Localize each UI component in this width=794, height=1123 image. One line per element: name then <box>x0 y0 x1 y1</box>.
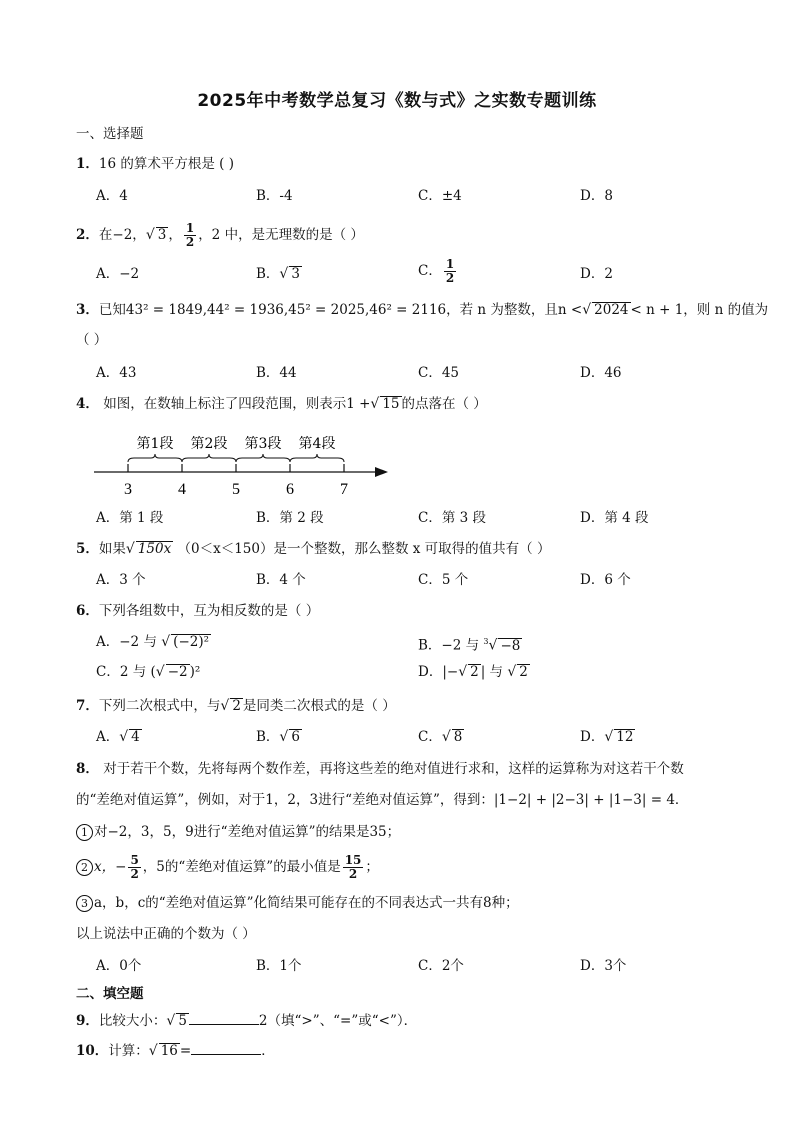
question-6 <box>76 601 319 621</box>
question-text: 比较大小： <box>98 1013 167 1029</box>
question-number: 4． <box>76 396 99 412</box>
q5-option-b: B．4 个 <box>256 572 306 588</box>
tick-label: 5 <box>232 481 240 498</box>
sqrt-sign: √ <box>370 396 380 412</box>
question-text: ，2 中，是无理数的是（ ） <box>198 227 364 243</box>
statement-text: 对−2，3，5，9进行“差绝对值运算”的结果是35； <box>94 824 401 840</box>
segment-label: 第2段 <box>190 436 228 452</box>
option-label: C．2 与 ( <box>96 664 156 680</box>
question-number: 8． <box>76 761 99 777</box>
question-number: 9． <box>76 1013 99 1029</box>
q4-option-d: D．第 4 段 <box>580 510 649 526</box>
radicand: −8 <box>500 637 521 654</box>
question-text: 如图，在数轴上标注了四段范围，则表示1 + <box>98 396 371 412</box>
numerator: 15 <box>344 853 362 867</box>
question-8-line2: 的“差绝对值运算”，例如，对于1，2，3进行“差绝对值运算”，得到：|1−2| + |2−3| + |1−3| = 4． <box>76 792 689 808</box>
q1-option-b: B．-4 <box>256 188 293 204</box>
q5-option-d: D．6 个 <box>580 572 631 588</box>
radicand: 12 <box>616 729 634 745</box>
statement-text: ； <box>365 859 379 875</box>
segment-brace <box>182 454 236 462</box>
fraction <box>184 222 196 249</box>
radicand: 2 <box>519 664 528 680</box>
q3-option-d: D．46 <box>580 365 622 381</box>
q4-option-b: B．第 2 段 <box>256 510 324 526</box>
q6-option-c <box>96 662 200 682</box>
question-9 <box>76 1010 417 1031</box>
question-text: n < <box>557 302 583 318</box>
fraction <box>444 258 456 285</box>
fraction <box>343 854 364 881</box>
sqrt-sign: √ <box>458 664 468 680</box>
sqrt-sign: √ <box>441 729 451 745</box>
tick-label: 3 <box>124 481 132 498</box>
option-label: | 与 <box>480 664 504 680</box>
statement-text: a，b，c的“差绝对值运算”化简结果可能存在的不同表达式一共有8种； <box>94 895 519 911</box>
radicand: 4 <box>131 729 140 745</box>
question-number: 5． <box>76 541 99 557</box>
question-text: 下列二次根式中，与 <box>98 698 221 714</box>
section-heading-choice: 一、选择题 <box>76 126 144 142</box>
radicand: 6 <box>291 729 300 745</box>
q1-option-c: C．±4 <box>418 188 462 204</box>
option-label: A． <box>96 729 120 745</box>
question-number: 1． <box>76 156 99 172</box>
tick-group <box>124 464 348 498</box>
option-label: B． <box>256 266 280 282</box>
statement-2 <box>76 854 379 881</box>
question-text: < n + 1，则 n 的值为 <box>630 302 769 318</box>
statement-1 <box>76 822 400 842</box>
segment-brace <box>290 454 344 462</box>
radicand: 3 <box>291 266 300 282</box>
q2-option-a: A．−2 <box>96 266 140 282</box>
statement-3 <box>76 893 519 913</box>
brace-group <box>128 436 344 462</box>
question-text: 如果 <box>98 541 126 557</box>
sqrt-sign: √ <box>125 541 135 557</box>
section-heading-fill: 二、填空题 <box>76 986 144 1002</box>
option-label: D． <box>580 729 605 745</box>
radicand: 15 <box>382 396 400 412</box>
question-10 <box>76 1040 275 1061</box>
radicand: (−2)² <box>173 634 210 650</box>
segment-brace <box>236 454 290 462</box>
option-label: C． <box>418 263 442 279</box>
tick-label: 4 <box>178 481 186 498</box>
question-number: 3． <box>76 302 99 318</box>
q8-option-a: A．0个 <box>96 958 142 974</box>
question-text: 是同类二次根式的是（ ） <box>242 698 396 714</box>
sqrt-sign: √ <box>119 729 129 745</box>
denominator: 2 <box>445 271 455 285</box>
radicand: 150x <box>137 541 172 557</box>
statement-text: x，− <box>94 859 127 875</box>
question-text: ． <box>261 1043 275 1059</box>
question-text: 对于若干个数，先将每两个数作差，再将这些差的绝对值进行求和，这样的运算称为对这若干个数 <box>98 761 684 777</box>
q8-option-d: D．3个 <box>580 958 627 974</box>
option-label: B． <box>256 729 280 745</box>
q2-option-d: D．2 <box>580 266 613 282</box>
question-3 <box>76 300 768 320</box>
tick-label: 7 <box>340 481 348 498</box>
q3-option-b: B．44 <box>256 365 297 381</box>
q7-option-a <box>96 727 142 747</box>
option-label: A．−2 与 <box>96 634 157 650</box>
q6-option-b <box>418 632 522 656</box>
axis-arrow-icon <box>375 467 388 477</box>
circled-number: 1 <box>76 824 93 841</box>
option-label: B．−2 与 <box>418 637 480 654</box>
number-line-figure <box>88 420 398 500</box>
question-3-paren: （ ） <box>76 332 108 348</box>
question-number: 2． <box>76 227 99 243</box>
numerator: 1 <box>185 221 195 235</box>
question-1 <box>76 154 234 174</box>
q7-option-d <box>580 727 635 747</box>
q7-option-c <box>418 727 464 747</box>
page-title: 2025年中考数学总复习《数与式》之实数专题训练 <box>197 91 597 111</box>
question-2 <box>76 222 364 249</box>
question-text: ， <box>168 227 182 243</box>
question-number: 7． <box>76 698 99 714</box>
sqrt-sign: √ <box>155 664 165 680</box>
sqrt-sign: √ <box>148 1043 158 1059</box>
sqrt-sign: √ <box>507 664 517 680</box>
question-8 <box>76 759 684 779</box>
q8-option-b: B．1个 <box>256 958 302 974</box>
question-text: （0＜x＜150）是一个整数，那么整数 x 可取得的值共有（ ） <box>173 541 551 557</box>
segment-label: 第3段 <box>244 436 282 452</box>
question-4 <box>76 394 487 414</box>
numerator: 5 <box>130 853 139 867</box>
q7-option-b <box>256 727 302 747</box>
q6-option-d <box>418 662 530 682</box>
option-label: )² <box>189 664 201 680</box>
radicand: 3 <box>157 227 167 243</box>
tick-label: 6 <box>286 481 294 498</box>
segment-label: 第4段 <box>298 436 336 452</box>
sqrt-sign: √ <box>604 729 614 745</box>
question-text: 已知43² = 1849,44² = 1936,45² = 2025,46² = 2116，若 n 为整数，且 <box>98 302 558 318</box>
sqrt-sign: √ <box>161 634 171 650</box>
q5-option-c: C．5 个 <box>418 572 469 588</box>
root-index: 3 <box>483 637 489 646</box>
question-text: 在−2， <box>98 227 146 243</box>
radicand: 2 <box>232 698 241 714</box>
radicand: 5 <box>178 1013 187 1029</box>
q2-option-b <box>256 264 302 284</box>
question-8-ask: 以上说法中正确的个数为（ ） <box>76 926 256 942</box>
option-label: C． <box>418 729 442 745</box>
answer-blank[interactable] <box>189 1010 259 1025</box>
option-label: D．|− <box>418 664 459 680</box>
radicand: 2024 <box>594 302 629 318</box>
answer-blank[interactable] <box>191 1040 261 1055</box>
q4-option-c: C．第 3 段 <box>418 510 487 526</box>
circled-number: 3 <box>76 895 93 912</box>
sqrt-sign: √ <box>145 227 155 243</box>
sqrt-sign: √ <box>582 302 592 318</box>
q8-option-c: C．2个 <box>418 958 464 974</box>
segment-label: 第1段 <box>136 436 174 452</box>
question-text: = <box>179 1043 192 1059</box>
q3-option-a: A．43 <box>96 365 137 381</box>
question-number: 6． <box>76 603 99 619</box>
sqrt-sign: √ <box>488 637 498 654</box>
question-text: 2（填“>”、“=”或“<”）． <box>258 1013 418 1029</box>
question-7 <box>76 696 396 716</box>
radicand: 8 <box>453 729 463 745</box>
fraction <box>128 854 140 881</box>
sqrt-sign: √ <box>220 698 230 714</box>
q6-option-a <box>96 632 211 652</box>
q1-option-a: A．4 <box>96 188 128 204</box>
denominator: 2 <box>185 235 195 249</box>
q3-option-c: C．45 <box>418 365 460 381</box>
question-text: 的点落在（ ） <box>401 396 487 412</box>
denominator: 2 <box>348 867 358 881</box>
q5-option-a: A．3 个 <box>96 572 146 588</box>
denominator: 2 <box>130 867 139 881</box>
circled-number: 2 <box>76 859 93 876</box>
question-text: 16 的算术平方根是 ( ) <box>98 156 234 172</box>
question-number: 10． <box>76 1043 109 1059</box>
q2-option-c <box>418 258 458 285</box>
statement-text: ，5的“差绝对值运算”的最小值是 <box>142 859 341 875</box>
sqrt-sign: √ <box>279 266 289 282</box>
sqrt-sign: √ <box>279 729 289 745</box>
question-text: 下列各组数中，互为相反数的是（ ） <box>98 603 320 619</box>
radicand: −2 <box>167 664 188 680</box>
q1-option-d: D．8 <box>580 188 613 204</box>
segment-brace <box>128 454 182 462</box>
radicand: 2 <box>470 664 479 680</box>
question-text: 计算： <box>108 1043 149 1059</box>
radicand: 16 <box>160 1043 178 1059</box>
numerator: 1 <box>445 257 455 271</box>
sqrt-sign: √ <box>166 1013 176 1029</box>
question-5 <box>76 539 550 559</box>
q4-option-a: A．第 1 段 <box>96 510 164 526</box>
